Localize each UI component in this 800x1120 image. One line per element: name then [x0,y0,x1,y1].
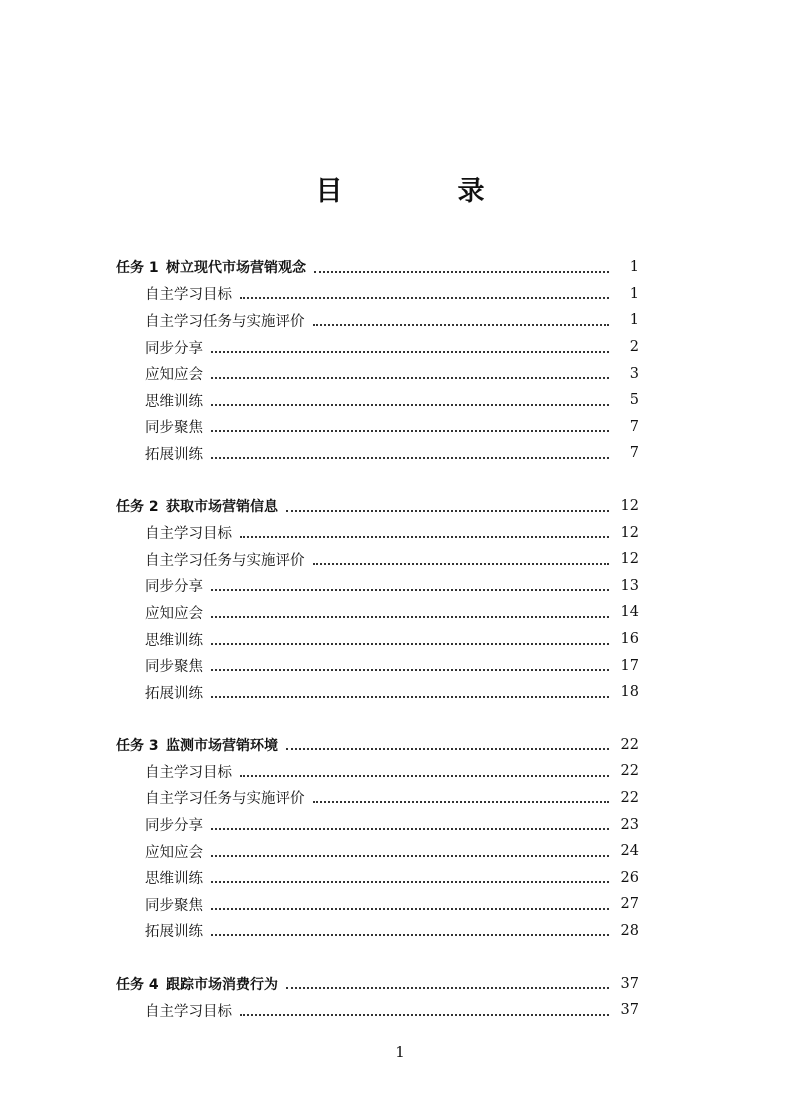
toc-entry[interactable] [0,599,800,626]
toc-entry[interactable] [0,546,800,573]
page-number: 27 [620,896,639,913]
table-of-contents [0,254,800,1023]
entry-label: 自主学习目标 [145,1003,232,1020]
toc-entry[interactable] [0,811,800,838]
toc-entry[interactable] [0,281,800,308]
dot-leader [240,296,609,299]
toc-section-1 [0,254,800,467]
entry-label: 应知应会 [145,367,203,384]
entry-label: 同步聚焦 [145,659,203,676]
page-number: 18 [620,684,639,701]
toc-task-row[interactable] [0,254,800,281]
page-number: 24 [620,843,639,860]
entry-label: 应知应会 [145,605,203,622]
dot-leader [211,403,609,406]
toc-section-3 [0,732,800,945]
entry-label: 同步聚焦 [145,897,203,914]
page-number: 12 [620,551,639,568]
toc-entry[interactable] [0,785,800,812]
toc-entry[interactable] [0,626,800,653]
entry-label: 应知应会 [145,844,203,861]
entry-label: 拓展训练 [145,924,203,941]
page-number: 22 [620,736,639,753]
entry-label: 自主学习任务与实施评价 [145,313,305,330]
dot-leader [314,270,609,273]
toc-section-2 [0,493,800,706]
footer-page-number: 1 [395,1043,405,1061]
page-number: 13 [620,577,639,594]
page-number: 1 [629,259,639,276]
toc-task-row[interactable] [0,493,800,520]
entry-label: 自主学习目标 [145,526,232,543]
toc-entry[interactable] [0,652,800,679]
dot-leader [211,350,609,353]
toc-entry[interactable] [0,360,800,387]
dot-leader [313,562,610,565]
dot-leader [211,588,609,591]
dot-leader [211,827,609,830]
entry-label: 拓展训练 [145,685,203,702]
page-number: 17 [620,657,639,674]
task-number: 任务 2 [116,499,159,516]
page-number: 26 [620,869,639,886]
page-number: 37 [620,975,639,992]
page-number: 2 [629,339,639,356]
toc-entry[interactable] [0,573,800,600]
dot-leader [211,615,609,618]
dot-leader [211,456,609,459]
toc-entry[interactable] [0,891,800,918]
task-title: 获取市场营销信息 [166,499,278,516]
toc-entry[interactable] [0,838,800,865]
entry-label: 同步聚焦 [145,420,203,437]
dot-leader [240,774,609,777]
entry-label: 同步分享 [145,818,203,835]
toc-task-row[interactable] [0,970,800,997]
page-number: 12 [620,524,639,541]
task-number: 任务 4 [116,976,159,993]
entry-label: 自主学习目标 [145,764,232,781]
page-number: 3 [629,365,639,382]
toc-entry[interactable] [0,334,800,361]
toc-entry[interactable] [0,997,800,1024]
toc-section-4 [0,970,800,1023]
entry-label: 自主学习任务与实施评价 [145,791,305,808]
task-number: 任务 1 [116,260,159,277]
task-title: 树立现代市场营销观念 [166,260,306,277]
dot-leader [286,747,609,750]
dot-leader [211,429,609,432]
toc-entry[interactable] [0,414,800,441]
dot-leader [313,323,610,326]
page-number: 22 [620,789,639,806]
toc-entry[interactable] [0,758,800,785]
dot-leader [240,535,609,538]
toc-entry[interactable] [0,918,800,945]
dot-leader [286,509,609,512]
entry-label: 思维训练 [145,632,203,649]
page-number: 23 [620,816,639,833]
page-number: 7 [629,445,639,462]
page-number: 7 [629,418,639,435]
entry-label: 自主学习任务与实施评价 [145,552,305,569]
dot-leader [286,986,609,989]
entry-label: 同步分享 [145,340,203,357]
toc-entry[interactable] [0,387,800,414]
task-title: 跟踪市场消费行为 [166,976,278,993]
dot-leader [211,907,609,910]
entry-label: 同步分享 [145,579,203,596]
dot-leader [211,668,609,671]
task-title: 监测市场营销环境 [166,737,278,754]
toc-entry[interactable] [0,307,800,334]
toc-entry[interactable] [0,519,800,546]
dot-leader [211,642,609,645]
page-number: 1 [629,312,639,329]
toc-entry[interactable] [0,679,800,706]
page-number: 22 [620,763,639,780]
page-number: 16 [620,631,639,648]
entry-label: 拓展训练 [145,446,203,463]
page-number: 14 [620,604,639,621]
entry-label: 思维训练 [145,393,203,410]
dot-leader [211,376,609,379]
page-number: 5 [629,392,639,409]
dot-leader [211,880,609,883]
dot-leader [313,800,610,803]
toc-task-row[interactable] [0,732,800,759]
entry-label: 自主学习目标 [145,287,232,304]
dot-leader [240,1013,609,1016]
dot-leader [211,933,609,936]
dot-leader [211,695,609,698]
page-number: 37 [620,1002,639,1019]
dot-leader [211,854,609,857]
page-number: 1 [629,285,639,302]
toc-entry[interactable] [0,864,800,891]
page-number: 28 [620,922,639,939]
page-number: 12 [620,498,639,515]
page-title: 目 录 [315,176,529,207]
toc-entry[interactable] [0,440,800,467]
task-number: 任务 3 [116,737,159,754]
entry-label: 思维训练 [145,871,203,888]
